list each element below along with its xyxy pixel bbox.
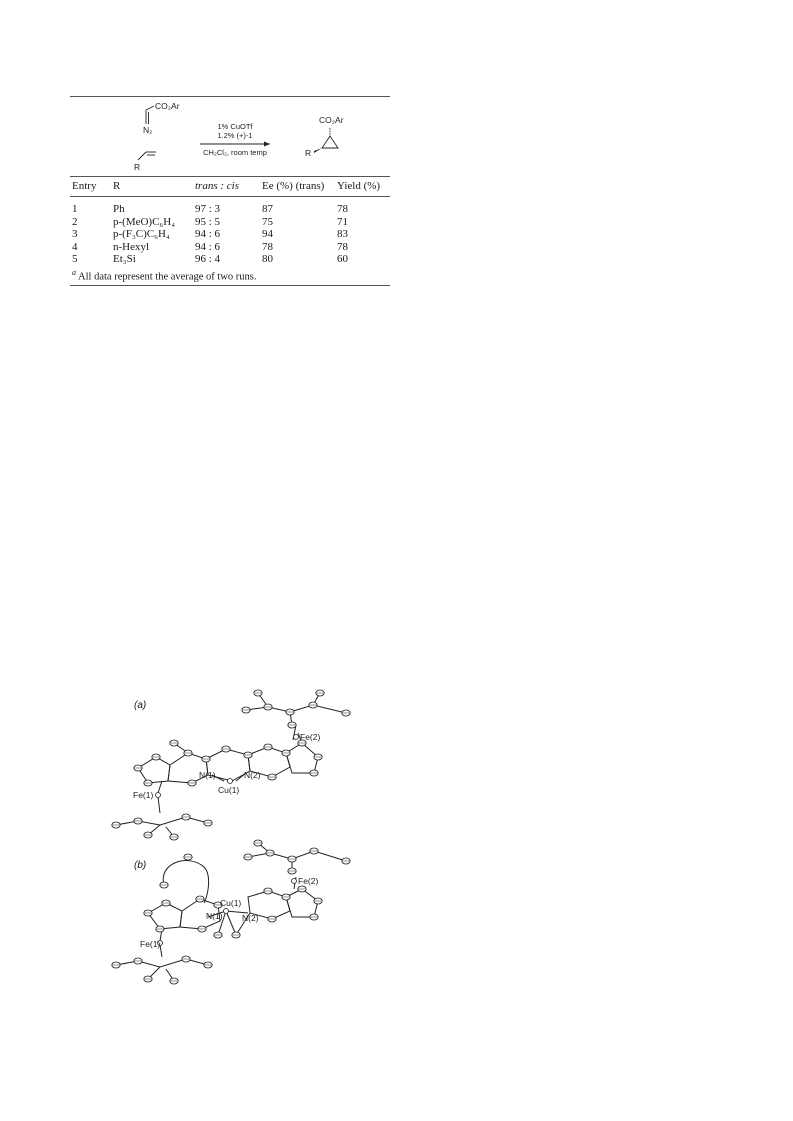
table-cell-ee: 80 xyxy=(262,253,273,265)
label-a-cu1: Cu(1) xyxy=(218,785,240,795)
header-yield: Yield (%) xyxy=(337,180,381,192)
table-subheader-rule xyxy=(70,196,390,197)
table-cell-ee: 87 xyxy=(262,203,273,215)
footnote-text: All data represent the average of two runs. xyxy=(78,271,257,283)
cyclopropane-ring xyxy=(322,136,338,148)
table-bottom-rule xyxy=(70,285,390,286)
table-cell-ee: 94 xyxy=(262,228,273,240)
arrow-head-icon xyxy=(264,142,270,147)
table-cell-ratio: 94 : 6 xyxy=(195,228,221,240)
table-cell-r: Ph xyxy=(113,203,125,215)
table-cell-r: Et₃Si xyxy=(113,253,136,265)
table-cell-ratio: 95 : 5 xyxy=(195,215,221,228)
table-cell-yield: 78 xyxy=(337,203,348,215)
table-top-rule xyxy=(70,96,390,97)
condition-catalyst: 1% CuOTf xyxy=(217,122,253,131)
alkene-r-label: R xyxy=(134,162,141,172)
table-cell-yield: 83 xyxy=(337,228,348,240)
atoms-b xyxy=(112,840,350,984)
label-b-cu1: Cu(1) xyxy=(220,898,242,908)
structure-a xyxy=(116,693,346,837)
atoms-a xyxy=(112,690,350,840)
table-cell-yield: 71 xyxy=(337,215,348,228)
header-ee: Ee (%) (trans) xyxy=(262,180,325,192)
diazo-bond xyxy=(146,106,154,110)
table-footnote xyxy=(72,268,256,283)
table-cell-entry: 3 xyxy=(72,228,78,240)
label-a-n2: N(2) xyxy=(244,770,261,780)
panel-a-label: (a) xyxy=(134,700,147,711)
table-cell-ee: 75 xyxy=(262,215,273,228)
condition-ligand: 1.2% (+)-1 xyxy=(217,131,253,140)
label-a-n1: N(1) xyxy=(199,770,216,780)
table-cell-yield: 60 xyxy=(337,253,348,265)
table-cell-entry: 5 xyxy=(72,253,78,265)
diazo-ester-label: CO₂Ar xyxy=(155,101,180,111)
product-r-label: R xyxy=(305,148,312,158)
label-b-n1: N(1) xyxy=(206,911,223,921)
alkene-bond xyxy=(138,152,146,160)
table-cell-entry: 1 xyxy=(72,203,78,215)
label-b-n2: N(2) xyxy=(242,913,259,923)
footnote-mark: a xyxy=(72,268,76,277)
table-cell-r: n-Hexyl xyxy=(113,240,150,253)
header-entry: Entry xyxy=(72,180,97,192)
table-cell-ee: 78 xyxy=(262,240,273,253)
header-r: R xyxy=(113,180,121,192)
table-cell-ratio: 94 : 6 xyxy=(195,240,221,253)
product-ester-label: CO₂Ar xyxy=(319,115,344,125)
table-cell-ratio: 96 : 4 xyxy=(195,253,221,265)
label-b-fe1: Fe(1) xyxy=(140,939,161,949)
table-cell-entry: 4 xyxy=(72,240,78,253)
crystal-structure-figure xyxy=(108,685,368,990)
table-cell-ratio: 97 : 3 xyxy=(195,203,221,215)
label-b-fe2: Fe(2) xyxy=(298,876,319,886)
table-cell-entry: 2 xyxy=(72,215,78,228)
table-cell-r: p-(MeO)C₆H₄ xyxy=(113,215,176,228)
reaction-scheme xyxy=(70,100,390,178)
panel-b-label: (b) xyxy=(134,860,147,871)
table-cell-r: p-(F₃C)C₆H₄ xyxy=(113,228,170,240)
label-a-fe1: Fe(1) xyxy=(133,790,154,800)
table-cell-yield: 78 xyxy=(337,240,348,253)
header-ratio: trans : cis xyxy=(195,180,239,192)
label-a-fe2: Fe(2) xyxy=(300,732,321,742)
product-wedge-bond xyxy=(314,148,322,153)
diazo-n2-label: N₂ xyxy=(143,125,153,135)
condition-solvent: CH₂Cl₂, room temp xyxy=(203,148,267,157)
